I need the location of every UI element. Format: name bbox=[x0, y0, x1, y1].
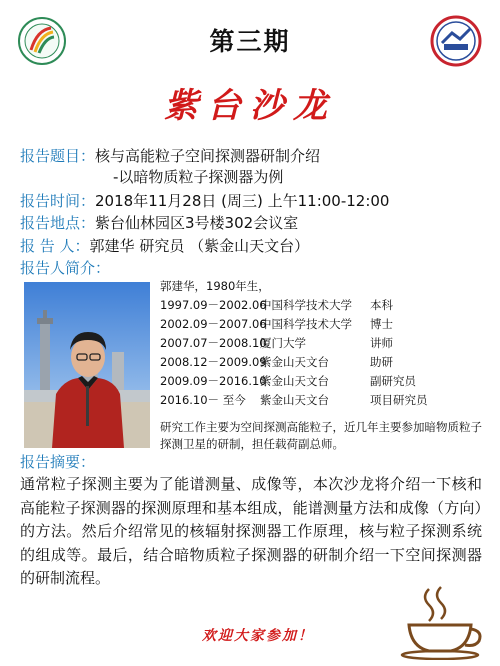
bio-entry-role: 讲师 bbox=[370, 336, 393, 350]
bio-intro: 郭建华，1980年生， bbox=[160, 279, 270, 293]
bio-entry-org: 紫金山天文台 bbox=[260, 393, 329, 407]
talk-time-value: 2018年11月28日 (周三) 上午11:00-12:00 bbox=[95, 192, 390, 210]
talk-speaker-row bbox=[20, 236, 309, 256]
talk-title-row bbox=[20, 146, 320, 166]
bio-entry-org: 紫金山天文台 bbox=[260, 374, 329, 388]
salon-title: 紫台沙龙 bbox=[164, 86, 336, 126]
talk-place-row bbox=[20, 213, 298, 233]
bio-entry-role: 助研 bbox=[370, 355, 393, 369]
bio-entry-role: 博士 bbox=[370, 317, 393, 331]
bio-entry-years: 2009.09－2016.10 bbox=[160, 374, 267, 388]
welcome-message: 欢迎大家参加！ bbox=[202, 628, 314, 644]
bio-entry bbox=[160, 373, 416, 390]
talk-time-row bbox=[20, 191, 389, 211]
bio-entry-years: 1997.09－2002.06 bbox=[160, 298, 267, 312]
bio-research: 研究工作主要为空间探测高能粒子，近几年主要参加暗物质粒子探测卫星的研制，担任载荷副总师。 bbox=[160, 420, 482, 451]
talk-place-value: 紫台仙林园区3号楼302会议室 bbox=[95, 214, 299, 232]
bio-entry bbox=[160, 335, 393, 352]
bio-entry-org: 厦门大学 bbox=[260, 336, 306, 350]
speaker-photo bbox=[24, 282, 150, 448]
bio-entry-role: 副研究员 bbox=[370, 374, 416, 388]
bio-entry-org: 中国科学技术大学 bbox=[260, 298, 352, 312]
bio-entry bbox=[160, 354, 393, 371]
bio-entry bbox=[160, 297, 393, 314]
abstract-text: 通常粒子探测主要为了能谱测量、成像等，本次沙龙将介绍一下核和高能粒子探测器的探测原理和基本组成，能谱测量方法和成像（方向）的方法。然后介绍常见的核辐射探测器工作原理，核与粒子探测系统的组成等。最后，结合暗物质粒子探测器的研制介绍一下空间探测器的研制流程。 bbox=[20, 475, 482, 587]
bio-entry-years: 2007.07－2008.10 bbox=[160, 336, 267, 350]
talk-title-label: 报告题目： bbox=[20, 147, 96, 165]
bio-entry-years: 2008.12－2009.09 bbox=[160, 355, 267, 369]
talk-speaker-label: 报 告 人： bbox=[20, 237, 90, 255]
talk-title-line1: 核与高能粒子空间探测器研制介绍 bbox=[95, 147, 321, 165]
abstract-label: 报告摘要： bbox=[20, 453, 96, 471]
bio-entry bbox=[160, 392, 428, 409]
bio-entry-org: 紫金山天文台 bbox=[260, 355, 329, 369]
bio-entry-org: 中国科学技术大学 bbox=[260, 317, 352, 331]
coffee-cup-icon bbox=[395, 585, 485, 660]
talk-title-line2: -以暗物质粒子探测器为例 bbox=[113, 168, 284, 186]
bio-entry-role: 本科 bbox=[370, 298, 393, 312]
talk-time-label: 报告时间： bbox=[20, 192, 96, 210]
bio-entry-role: 项目研究员 bbox=[370, 393, 428, 407]
bio-entry-years: 2016.10－ 至今 bbox=[160, 393, 246, 407]
talk-place-label: 报告地点： bbox=[20, 214, 96, 232]
issue-number: 第三期 bbox=[209, 27, 291, 56]
speaker-bio-label: 报告人简介： bbox=[20, 259, 111, 277]
bio-entry bbox=[160, 316, 393, 333]
bio-entry-years: 2002.09－2007.06 bbox=[160, 317, 267, 331]
talk-speaker-value: 郭建华 研究员 （紫金山天文台） bbox=[89, 237, 310, 255]
